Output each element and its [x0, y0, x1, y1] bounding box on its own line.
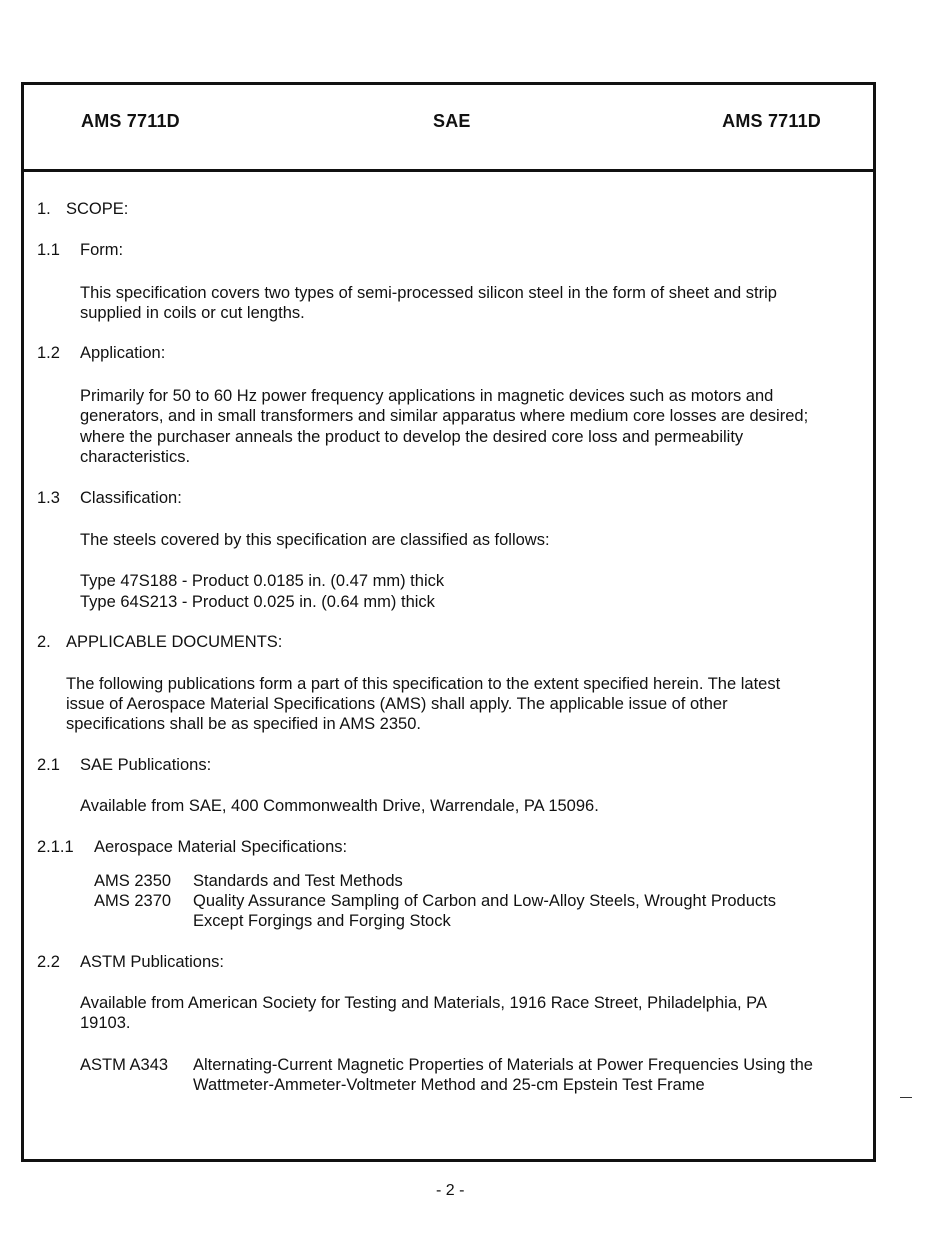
section-1-2-number: 1.2 [37, 344, 60, 362]
reference-code: ASTM A343 [80, 1056, 169, 1074]
section-2-number: 2. [37, 633, 51, 651]
section-1-title: SCOPE: [66, 200, 129, 218]
section-1-1-number: 1.1 [37, 241, 60, 259]
reference-title: Quality Assurance Sampling of Carbon and Low-Alloy Steels, Wrought Products [193, 892, 776, 910]
header-doc-id-left: AMS 7711D [81, 111, 180, 131]
section-1-3-intro: The steels covered by this specification are classified as follows: [80, 531, 550, 549]
section-1-2-body-line: Primarily for 50 to 60 Hz power frequency applications in magnetic devices such as motors and [80, 387, 774, 405]
reference-code: AMS 2370 [94, 892, 172, 910]
header-doc-id-right: AMS 7711D [722, 111, 821, 131]
section-1-2-body-line: characteristics. [80, 448, 191, 466]
section-2-2-number: 2.2 [37, 953, 60, 971]
section-2-1-title: SAE Publications: [80, 756, 212, 774]
reference-title: Wattmeter-Ammeter-Voltmeter Method and 25-cm Epstein Test Frame [193, 1076, 705, 1094]
classification-type: Type 64S213 - Product 0.025 in. (0.64 mm) thick [80, 593, 435, 611]
section-1-2-title: Application: [80, 344, 166, 362]
page-number: - 2 - [436, 1182, 465, 1199]
header-publisher: SAE [433, 111, 471, 131]
section-2-body-line: specifications shall be as specified in AMS 2350. [66, 715, 421, 733]
reference-code: AMS 2350 [94, 872, 172, 890]
section-2-body-line: issue of Aerospace Material Specifications (AMS) shall apply. The applicable issue of other [66, 695, 728, 713]
document-header [24, 85, 873, 172]
reference-title: Alternating-Current Magnetic Properties of Materials at Power Frequencies Using the [193, 1056, 813, 1074]
reference-title: Standards and Test Methods [193, 872, 403, 890]
section-2-1-1-title: Aerospace Material Specifications: [94, 838, 348, 856]
section-2-1-1-number: 2.1.1 [37, 838, 74, 856]
classification-type: Type 47S188 - Product 0.0185 in. (0.47 mm) thick [80, 572, 445, 590]
section-2-2-title: ASTM Publications: [80, 953, 224, 971]
section-2-title: APPLICABLE DOCUMENTS: [66, 633, 283, 651]
section-1-3-number: 1.3 [37, 489, 60, 507]
section-2-2-body-line: Available from American Society for Testing and Materials, 1916 Race Street, Philadelphia, PA [80, 994, 767, 1012]
section-1-3-title: Classification: [80, 489, 182, 507]
section-1-1-body-line: This specification covers two types of semi-processed silicon steel in the form of sheet and strip [80, 284, 777, 302]
section-1-2-body-line: where the purchaser anneals the product to develop the desired core loss and permeability [80, 428, 744, 446]
section-2-1-number: 2.1 [37, 756, 60, 774]
section-1-number: 1. [37, 200, 51, 218]
section-2-1-body: Available from SAE, 400 Commonwealth Drive, Warrendale, PA 15096. [80, 797, 599, 815]
section-2-2-body-line: 19103. [80, 1014, 131, 1032]
section-1-1-body-line: supplied in coils or cut lengths. [80, 304, 305, 322]
reference-title: Except Forgings and Forging Stock [193, 912, 451, 930]
section-1-2-body-line: generators, and in small transformers and similar apparatus where medium core losses are desired; [80, 407, 809, 425]
section-2-body-line: The following publications form a part of this specification to the extent specified herein. The latest [66, 675, 781, 693]
section-1-1-title: Form: [80, 241, 124, 259]
margin-change-mark [900, 1097, 912, 1098]
